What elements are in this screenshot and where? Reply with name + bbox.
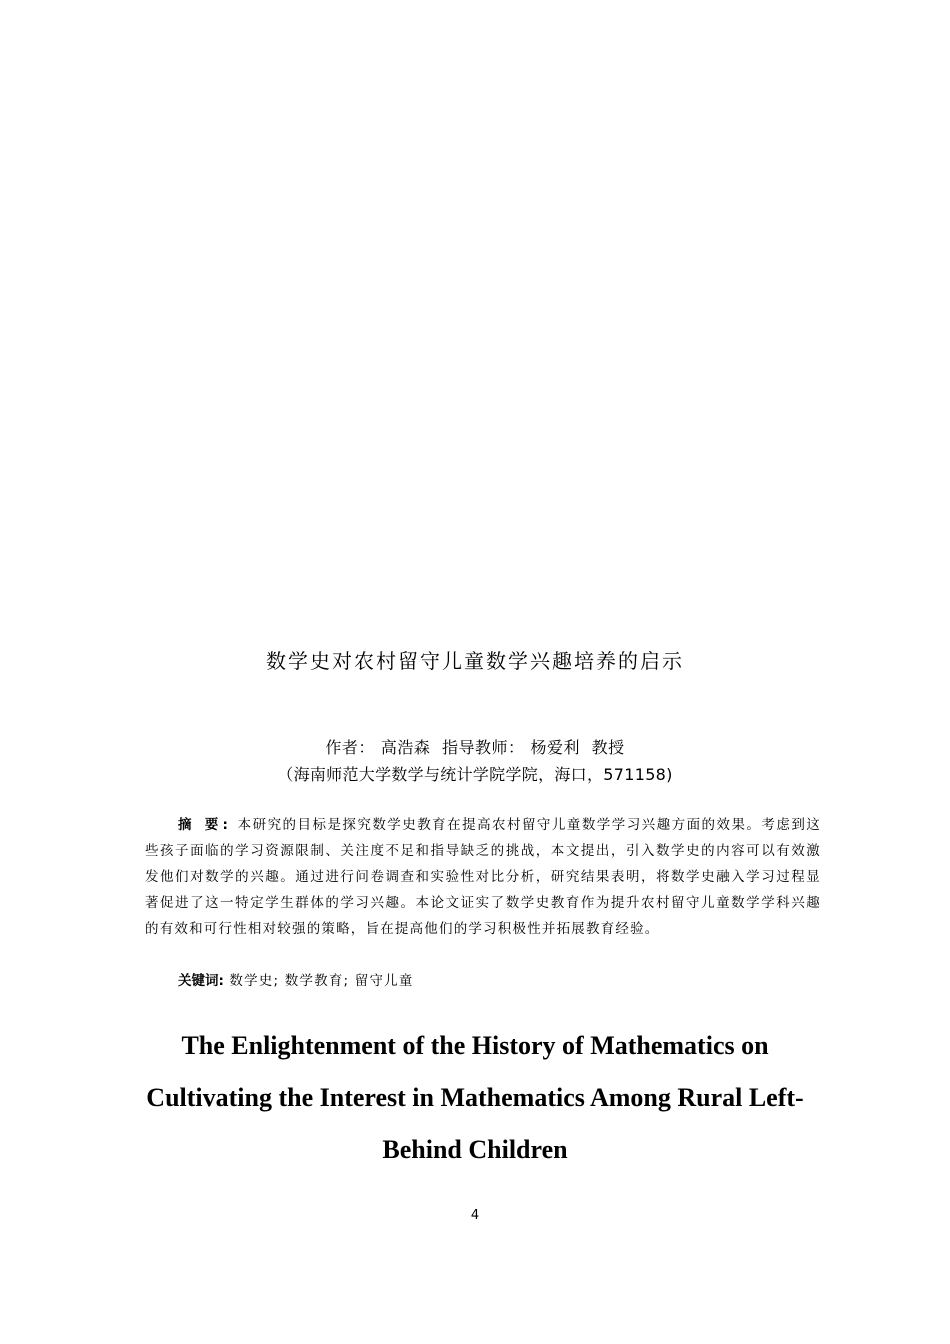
keywords-text: 数学史; 数学教育; 留守儿童 [229, 973, 414, 989]
english-title: The Enlightenment of the History of Mathematics on Cultivating the Interest in Mathematics Among Rural Left-Behind Children [146, 1031, 804, 1164]
advisor-label: 指导教师： [441, 738, 525, 757]
affiliation: （海南师范大学数学与统计学院学院，海口，571158) [277, 765, 673, 784]
author-label: 作者： [325, 738, 375, 757]
keywords-label: 关键词: [178, 973, 224, 989]
abstract-label: 摘 要: [178, 817, 232, 833]
abstract-text: 本研究的目标是探究数学史教育在提高农村留守儿童数学学习兴趣方面的效果。考虑到这些孩子面临的学习资源限制、关注度不足和指导缺乏的挑战，本文提出，引入数学史的内容可以有效激发他们对数学的兴趣。通过进行问卷调查和实验性对比分析，研究结果表明，将数学史融入学习过程显著促进了这一特定学生群体的学习兴趣。本论文证实了数学史教育作为提升农村留守儿童数学学科兴趣的有效和可行性相对较强的策略，旨在提高他们的学习积极性并拓展教育经验。 [145, 817, 821, 937]
abstract-paragraph [145, 812, 821, 942]
author-name: 高浩森 [380, 738, 431, 757]
advisor-title: 教授 [591, 738, 625, 757]
keywords-line [178, 968, 414, 994]
chinese-title: 数学史对农村留守儿童数学兴趣培养的启示 [266, 649, 684, 673]
advisor-name: 杨爱利 [530, 738, 581, 757]
page-number: 4 [470, 1208, 480, 1223]
author-line [0, 735, 950, 758]
